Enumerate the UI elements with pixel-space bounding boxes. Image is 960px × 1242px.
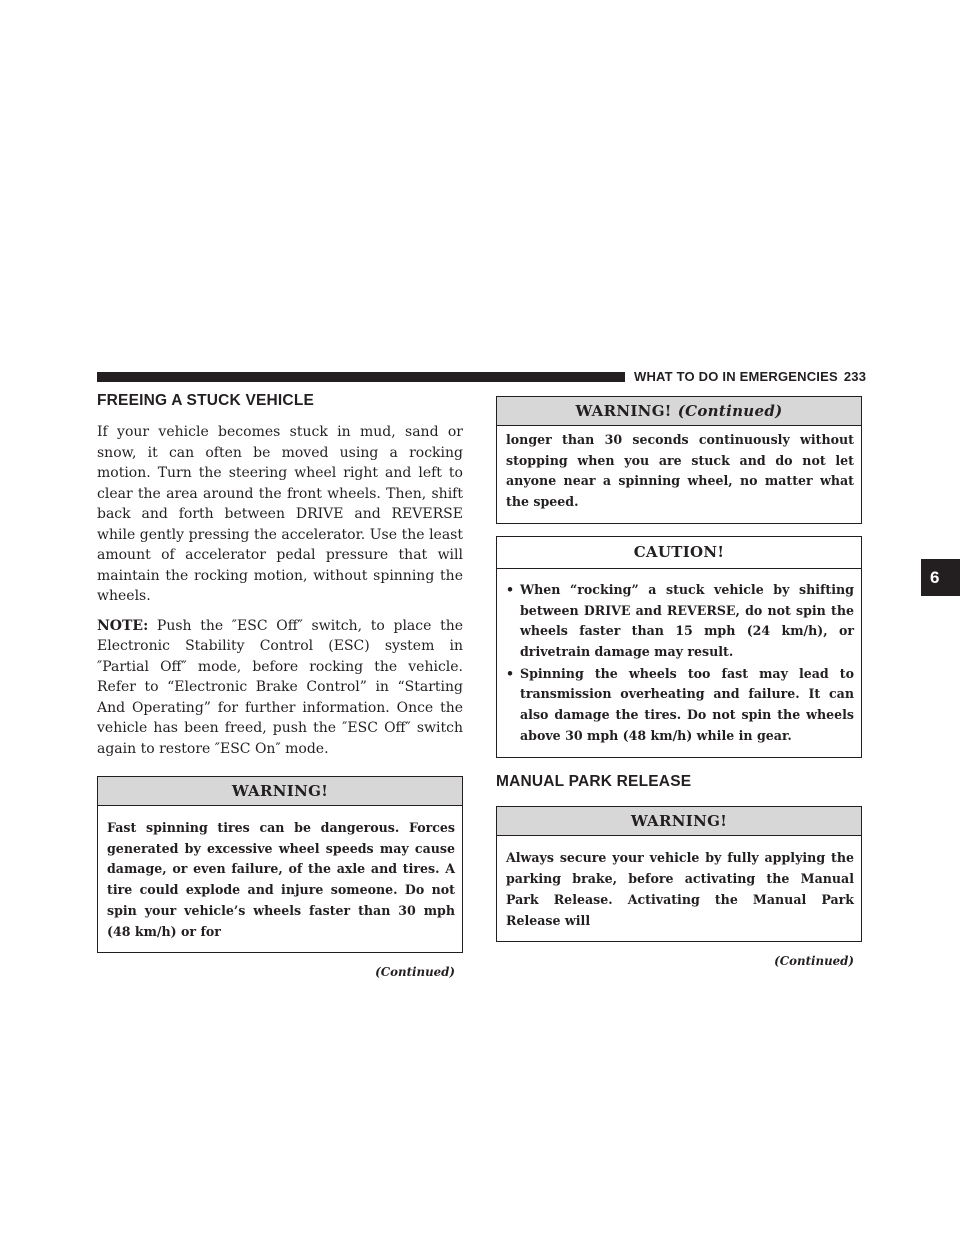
continued-note-2: (Continued) — [774, 954, 854, 969]
continued-note: (Continued) — [375, 965, 455, 980]
note-paragraph — [97, 616, 463, 760]
caution-body — [497, 569, 861, 758]
header-rule — [97, 372, 625, 382]
warning-continued-text: longer than 30 seconds continuously without stopping when you are stuck and do not let anyone near a spinning wheel, no matter what the speed. — [506, 432, 854, 510]
right-column — [496, 392, 862, 968]
warning-box — [97, 776, 463, 953]
warning-2-title: WARNING! — [497, 807, 861, 836]
caution-item: • Spinning the wheels too fast may lead to transmission overheating and failure. It can also damage the tires. Do not spin the wheels above 30 mph (48 km/h) while in gear. — [506, 665, 854, 743]
note-label: NOTE: — [97, 617, 149, 634]
note-text: Push the ″ESC Off″ switch, to place the Electronic Stability Control (ESC) system in ″Partial Off″ mode, before rocking the vehicle. Refer to “Electronic Brake Control” in “Starting And Operating” for further information. Once the vehicle has been freed, push the ″ESC Off″ switch again to restore ″ESC On″ mode. — [97, 617, 463, 757]
warning-continued-box — [496, 396, 862, 524]
caution-box — [496, 536, 862, 759]
caution-list — [506, 580, 854, 747]
warning-box-2 — [496, 806, 862, 942]
header-title: WHAT TO DO IN EMERGENCIES — [634, 369, 838, 384]
body-paragraph: If your vehicle becomes stuck in mud, sand or snow, it can often be moved using a rocking motion. Turn the steering wheel right and left to clear the area around the front wheels. Then, shift back and forth between DRIVE and REVERSE while gently pressing the accelerator. Use the least amount of accelerator pedal pressure that will maintain the rocking motion, without spinning the wheels. — [97, 424, 463, 604]
section-heading-2: MANUAL PARK RELEASE — [496, 773, 692, 791]
left-column — [97, 392, 463, 979]
section-tab: 6 — [921, 559, 960, 596]
running-header — [634, 369, 866, 384]
caution-title: CAUTION! — [497, 537, 861, 569]
warning-2-text: Always secure your vehicle by fully applying the parking brake, before activating the Manual Park Release. Activating the Manual Park Release will — [506, 850, 854, 928]
warning-title: WARNING! — [98, 777, 462, 806]
section-heading: FREEING A STUCK VEHICLE — [97, 392, 315, 409]
warning-continued-title: WARNING! (Continued) — [497, 397, 861, 426]
page-number: 233 — [843, 369, 867, 384]
warning-text: Fast spinning tires can be dangerous. Forces generated by excessive wheel speeds may cause damage, or even failure, of the axle and tires. A tire could explode and injure someone. Do not spin your vehicle’s wheels faster than 30 mph (48 km/h) or for — [107, 820, 455, 939]
caution-item: • When “rocking” a stuck vehicle by shifting between DRIVE and REVERSE, do not spin the wheels faster than 15 mph (24 km/h), or drivetrain damage may result. — [506, 581, 854, 659]
